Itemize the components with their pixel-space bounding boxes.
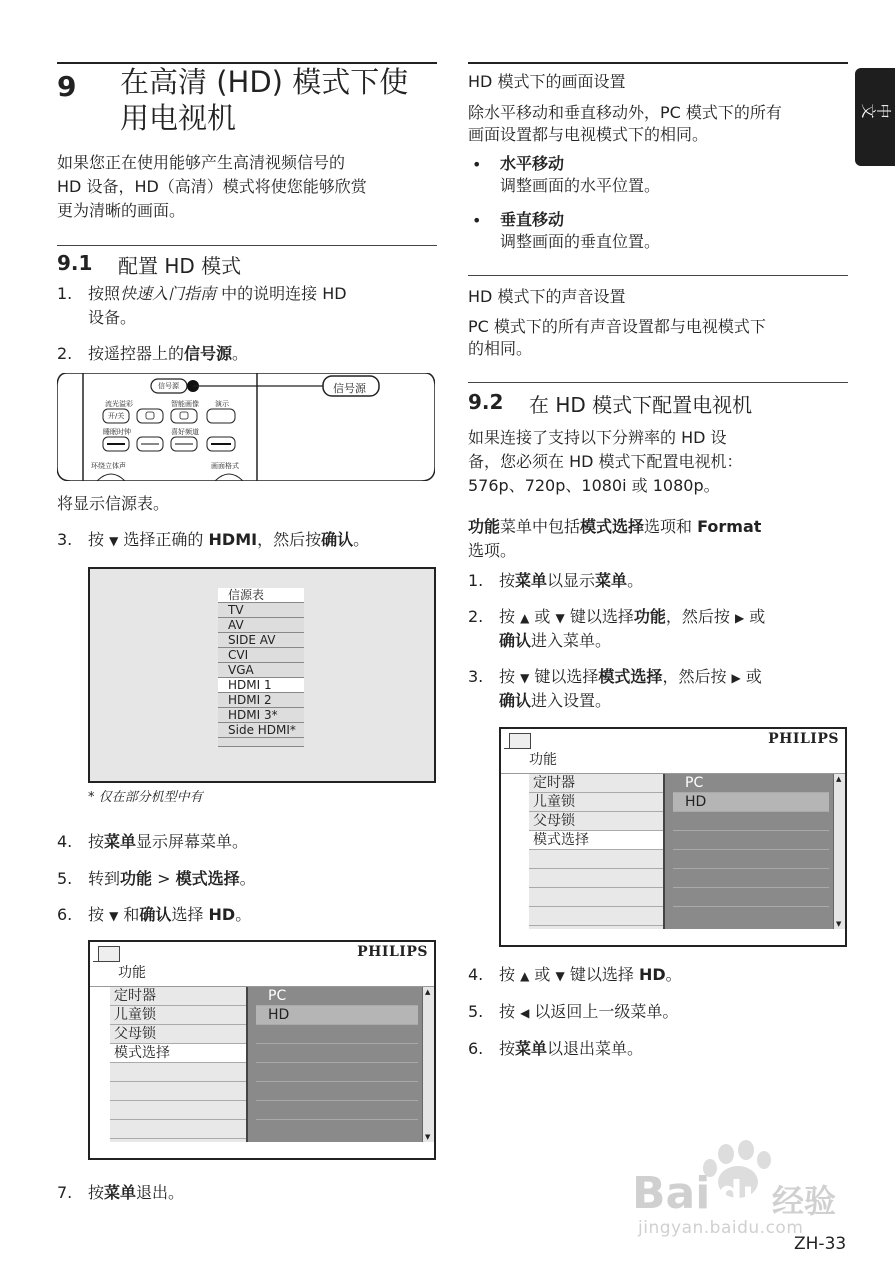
hd-sound-p1: PC 模式下的所有声音设置都与电视模式下: [468, 317, 766, 336]
s92-p2: 备，您必须在 HD 模式下配置电视机：: [468, 452, 743, 471]
remote-label-demo: 演示: [215, 400, 229, 408]
step-number: 4.: [57, 832, 73, 851]
step1-line2: 设备。: [88, 308, 137, 327]
tv-icon: [509, 733, 531, 749]
menu-title: 功能: [529, 752, 557, 768]
tv-menu-screen-left: [88, 940, 436, 1160]
section-number-9-1: 9.1: [57, 251, 93, 275]
menu-left-column: [529, 774, 665, 929]
menu-item-child-lock[interactable]: 儿童锁: [110, 1006, 246, 1025]
menu-item-mode-select[interactable]: 模式选择: [529, 831, 663, 850]
scroll-down-icon[interactable]: ▼: [425, 1133, 431, 1141]
menu-item-child-lock[interactable]: 儿童锁: [529, 793, 663, 812]
s92-step4-text: 按 ▲ 或 ▼ 键以选择 HD。: [499, 965, 682, 984]
source-item-side-av[interactable]: SIDE AV: [218, 633, 304, 648]
remote-label-sleep: 睡眠时钟: [103, 428, 131, 436]
sound-rule: [468, 275, 848, 276]
page-number: ZH-33: [794, 1234, 847, 1254]
menu-item-parental-lock[interactable]: 父母锁: [529, 812, 663, 831]
source-item-hdmi3[interactable]: HDMI 3*: [218, 708, 304, 723]
after-remote-text: 将显示信源表。: [57, 494, 170, 513]
step7-text: 按菜单退出。: [88, 1183, 185, 1202]
menu-empty-row: [256, 1063, 418, 1082]
step-number: 5.: [468, 1002, 484, 1021]
s92-step6-text: 按菜单以退出菜单。: [499, 1039, 644, 1058]
s92-p4: 功能菜单中包括模式选择选项和 Format: [468, 517, 762, 536]
menu-empty-row: [673, 888, 829, 907]
menu-empty-row: [110, 1063, 246, 1082]
baidu-watermark: [632, 1140, 842, 1240]
philips-logo: PHILIPS: [357, 944, 428, 960]
source-list-header: 信源表: [218, 588, 304, 603]
step-number: 6.: [57, 905, 73, 924]
step-number: 7.: [57, 1183, 73, 1202]
s92-step3-line2: 确认进入设置。: [499, 691, 612, 710]
bullet1-text: 调整画面的水平位置。: [500, 176, 661, 195]
source-item-hdmi2[interactable]: HDMI 2: [218, 693, 304, 708]
s92-p1: 如果连接了支持以下分辨率的 HD 设: [468, 428, 727, 447]
bullet2-title: 垂直移动: [500, 210, 565, 229]
remote-source-button[interactable]: 信号源: [158, 382, 179, 390]
step2-text: 按遥控器上的信号源。: [88, 344, 249, 363]
source-list-footer: [218, 738, 304, 747]
menu-option-pc[interactable]: PC: [673, 774, 829, 793]
menu-option-pc[interactable]: PC: [256, 987, 418, 1006]
chapter-number: 9: [57, 70, 77, 103]
s92-step2-line2: 确认进入菜单。: [499, 631, 612, 650]
remote-label-format: 画面格式: [211, 462, 239, 470]
hd-picture-heading: HD 模式下的画面设置: [468, 72, 626, 91]
s92-p3: 576p、720p、1080i 或 1080p。: [468, 476, 720, 495]
chapter-title-line1: 在高清 (HD) 模式下使: [120, 65, 409, 99]
right-top-rule: [468, 62, 848, 64]
hd-sound-heading: HD 模式下的声音设置: [468, 287, 626, 306]
step4-text: 按菜单显示屏幕菜单。: [88, 832, 249, 851]
philips-logo: PHILIPS: [768, 731, 839, 747]
menu-title: 功能: [118, 965, 146, 981]
bullet-icon: •: [472, 155, 482, 174]
step-number: 3.: [57, 530, 73, 549]
scroll-down-icon[interactable]: ▼: [836, 920, 842, 928]
menu-right-column: [665, 774, 833, 929]
tv-menu-screen-right: [499, 727, 847, 947]
menu-left-column: [110, 987, 248, 1142]
menu-empty-row: [529, 869, 663, 888]
step-number: 2.: [468, 607, 484, 626]
menu-option-hd[interactable]: HD: [673, 793, 829, 812]
menu-empty-row: [529, 888, 663, 907]
menu-empty-row: [256, 1082, 418, 1101]
step-number: 1.: [468, 571, 484, 590]
source-item-hdmi1[interactable]: HDMI 1: [218, 678, 304, 693]
section-title-9-1: 配置 HD 模式: [118, 254, 242, 278]
menu-empty-row: [256, 1101, 418, 1120]
remote-control-illustration: [57, 373, 435, 481]
baidu-url: jingyan.baidu.com: [638, 1218, 804, 1238]
remote-source-callout: 信号源: [333, 382, 366, 395]
step-number: 5.: [57, 869, 73, 888]
section-rule-9-2: [468, 382, 848, 383]
menu-empty-row: [110, 1101, 246, 1120]
step-number: 1.: [57, 284, 73, 303]
remote-label-surround: 环绕立体声: [91, 462, 126, 470]
section-title-9-2: 在 HD 模式下配置电视机: [529, 393, 753, 417]
section-rule-9-1: [57, 245, 437, 246]
step6-text: 按 ▼ 和确认选择 HD。: [88, 905, 252, 924]
s92-step1-text: 按菜单以显示菜单。: [499, 571, 644, 590]
source-list: [218, 588, 304, 747]
remote-onoff-label: 开/关: [108, 412, 125, 420]
menu-empty-row: [256, 1044, 418, 1063]
intro-line3: 更为清晰的画面。: [57, 201, 186, 220]
language-tab[interactable]: [855, 68, 895, 166]
source-item-av[interactable]: AV: [218, 618, 304, 633]
scroll-up-icon[interactable]: ▲: [836, 775, 842, 783]
intro-line1: 如果您正在使用能够产生高清视频信号的: [57, 153, 346, 172]
menu-option-hd[interactable]: HD: [256, 1006, 418, 1025]
section-number-9-2: 9.2: [468, 390, 504, 414]
source-item-tv[interactable]: TV: [218, 603, 304, 618]
footnote: * 仅在部分机型中有: [88, 790, 203, 805]
menu-item-timer[interactable]: 定时器: [110, 987, 246, 1006]
language-tab-label: 中文: [861, 101, 892, 120]
hd-picture-p1: 除水平移动和垂直移动外，PC 模式下的所有: [468, 103, 782, 122]
step5-text: 转到功能 > 模式选择。: [88, 869, 256, 888]
hd-sound-p2: 的相同。: [468, 339, 533, 358]
menu-right-column: [248, 987, 422, 1142]
s92-step5-text: 按 ◀ 以返回上一级菜单。: [499, 1002, 679, 1021]
menu-empty-row: [673, 869, 829, 888]
menu-empty-row: [673, 850, 829, 869]
remote-label-ambilight: 流光溢彩: [105, 400, 133, 408]
remote-label-favorites: 喜好频道: [171, 428, 199, 436]
step3-text: 按 ▼ 选择正确的 HDMI，然后按确认。: [88, 530, 370, 549]
hd-picture-p2: 画面设置都与电视模式下的相同。: [468, 125, 709, 144]
chapter-title-line2: 用电视机: [120, 101, 237, 135]
source-list-screen: [88, 567, 436, 783]
menu-item-mode-select[interactable]: 模式选择: [110, 1044, 246, 1063]
menu-scrollbar[interactable]: [422, 987, 434, 1142]
menu-empty-row: [673, 831, 829, 850]
baidu-logo-du: du: [718, 1174, 767, 1214]
s92-step3-line1: 按 ▼ 键以选择模式选择，然后按 ▶ 或: [499, 667, 762, 686]
intro-line2: HD 设备，HD（高清）模式将使您能够欣赏: [57, 177, 367, 196]
s92-p5: 选项。: [468, 541, 517, 560]
step-number: 3.: [468, 667, 484, 686]
menu-empty-row: [673, 812, 829, 831]
baidu-logo-text: Bai: [632, 1168, 711, 1219]
menu-scrollbar[interactable]: [833, 774, 845, 929]
bullet-icon: •: [472, 211, 482, 230]
menu-empty-row: [529, 907, 663, 926]
menu-empty-row: [529, 850, 663, 869]
tv-icon: [98, 946, 120, 962]
step-number: 4.: [468, 965, 484, 984]
menu-item-parental-lock[interactable]: 父母锁: [110, 1025, 246, 1044]
menu-empty-row: [110, 1082, 246, 1101]
step-number: 2.: [57, 344, 73, 363]
s92-step2-line1: 按 ▲ 或 ▼ 键以选择功能，然后按 ▶ 或: [499, 607, 766, 626]
bullet1-title: 水平移动: [500, 154, 565, 173]
menu-empty-row: [256, 1025, 418, 1044]
step1-line1: 按照快速入门指南 中的说明连接 HD: [88, 284, 347, 303]
source-item-side-hdmi[interactable]: Side HDMI*: [218, 723, 304, 738]
remote-label-smart-picture: 智能画像: [171, 400, 199, 408]
source-item-cvi[interactable]: CVI: [218, 648, 304, 663]
step-number: 6.: [468, 1039, 484, 1058]
menu-empty-row: [110, 1120, 246, 1139]
source-item-vga[interactable]: VGA: [218, 663, 304, 678]
scroll-up-icon[interactable]: ▲: [425, 988, 431, 996]
menu-item-timer[interactable]: 定时器: [529, 774, 663, 793]
bullet2-text: 调整画面的垂直位置。: [500, 232, 661, 251]
baidu-jingyan-text: 经验: [772, 1182, 837, 1220]
